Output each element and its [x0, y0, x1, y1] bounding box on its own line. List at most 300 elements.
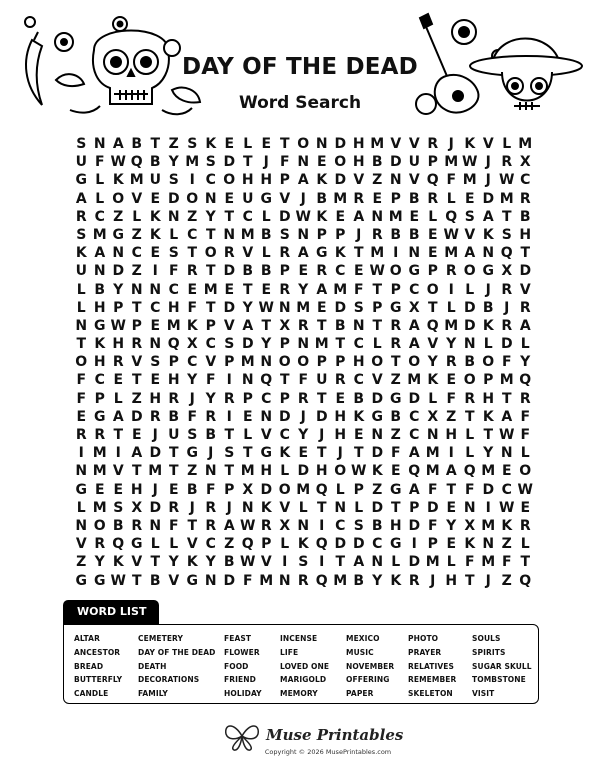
- grid-letter: R: [519, 517, 531, 534]
- grid-letter: E: [316, 299, 327, 316]
- grid-letter: H: [241, 172, 254, 189]
- grid-letter: N: [371, 554, 384, 571]
- grid-letter: G: [390, 390, 402, 407]
- grid-letter: Y: [94, 554, 105, 571]
- grid-letter: J: [208, 445, 214, 462]
- grid-letter: N: [167, 208, 180, 225]
- grid-letter: C: [501, 481, 512, 498]
- grid-letter: S: [168, 172, 179, 189]
- grid-letter: T: [76, 336, 87, 353]
- grid-letter: G: [260, 190, 272, 207]
- grid-letter: B: [112, 517, 124, 534]
- grid-letter: Y: [205, 390, 216, 407]
- grid-letter: C: [205, 536, 216, 553]
- grid-letter: Q: [112, 536, 125, 553]
- grid-letter: F: [520, 408, 531, 425]
- grid-letter: G: [408, 263, 420, 280]
- grid-letter: Y: [520, 354, 531, 371]
- grid-letter: X: [519, 154, 531, 171]
- grid-letter: T: [316, 499, 327, 516]
- grid-letter: E: [224, 136, 235, 152]
- word-list-item: MARIGOLD: [280, 675, 327, 685]
- grid-letter: K: [464, 136, 476, 152]
- grid-letter: A: [131, 445, 143, 462]
- grid-letter: S: [464, 208, 475, 225]
- grid-letter: X: [464, 517, 476, 534]
- grid-letter: K: [353, 408, 365, 425]
- word-list-item: CEMETERY: [138, 634, 184, 643]
- grid-letter: T: [316, 390, 327, 407]
- grid-letter: A: [242, 317, 254, 334]
- grid-letter: J: [485, 154, 491, 171]
- grid-letter: Q: [519, 572, 532, 589]
- grid-letter: T: [205, 299, 216, 316]
- grid-letter: G: [316, 245, 328, 262]
- grid-letter: T: [372, 317, 383, 334]
- grid-letter: V: [186, 536, 198, 553]
- grid-letter: N: [93, 263, 106, 280]
- grid-letter: D: [334, 172, 347, 189]
- grid-letter: R: [131, 517, 143, 534]
- grid-letter: L: [261, 245, 271, 262]
- grid-letter: K: [94, 336, 106, 353]
- grid-letter: C: [168, 281, 179, 298]
- grid-letter: V: [279, 190, 291, 207]
- grid-letter: D: [112, 263, 125, 280]
- grid-letter: P: [279, 390, 290, 407]
- grid-letter: Z: [224, 536, 235, 553]
- grid-letter: U: [75, 263, 87, 280]
- grid-letter: M: [499, 372, 514, 389]
- grid-letter: E: [113, 372, 124, 389]
- grid-letter: S: [76, 136, 87, 152]
- grid-letter: Z: [501, 536, 512, 553]
- grid-letter: T: [520, 554, 531, 571]
- grid-letter: C: [94, 208, 105, 225]
- grid-letter: A: [112, 408, 124, 425]
- grid-letter: F: [298, 372, 309, 389]
- grid-letter: T: [520, 245, 531, 262]
- grid-letter: Q: [315, 536, 328, 553]
- grid-letter: C: [409, 408, 420, 425]
- grid-letter: F: [205, 481, 216, 498]
- word-list-item: FRIEND: [224, 675, 256, 685]
- grid-letter: M: [148, 463, 163, 480]
- grid-letter: Y: [298, 427, 309, 443]
- grid-letter: M: [92, 226, 107, 243]
- grid-letter: F: [168, 263, 179, 280]
- grid-letter: M: [92, 445, 107, 462]
- grid-letter: Q: [315, 481, 328, 498]
- grid-letter: O: [112, 190, 125, 207]
- grid-letter: M: [481, 463, 496, 480]
- grid-letter: O: [334, 463, 347, 480]
- grid-letter: A: [408, 481, 420, 498]
- grid-letter: Y: [242, 299, 253, 316]
- grid-letter: R: [186, 263, 198, 280]
- grid-letter: V: [353, 172, 365, 189]
- grid-letter: D: [408, 390, 421, 407]
- grid-letter: S: [298, 554, 309, 571]
- grid-letter: C: [372, 536, 383, 553]
- grid-letter: S: [76, 226, 87, 243]
- grid-letter: N: [297, 336, 310, 353]
- grid-letter: P: [390, 281, 401, 298]
- grid-letter: E: [150, 245, 161, 262]
- grid-letter: E: [501, 463, 512, 480]
- grid-letter: O: [223, 172, 236, 189]
- word-list-item: LIFE: [280, 647, 299, 657]
- grid-letter: K: [316, 208, 328, 225]
- grid-letter: C: [520, 172, 531, 189]
- grid-letter: D: [334, 299, 347, 316]
- grid-letter: G: [75, 481, 87, 498]
- grid-letter: R: [168, 390, 180, 407]
- grid-letter: M: [407, 372, 422, 389]
- grid-letter: R: [427, 190, 439, 207]
- grid-letter: D: [408, 554, 421, 571]
- grid-letter: C: [205, 336, 216, 353]
- grid-letter: G: [390, 481, 402, 498]
- grid-letter: J: [300, 190, 306, 207]
- grid-letter: V: [131, 554, 143, 571]
- grid-letter: J: [485, 572, 491, 589]
- grid-letter: J: [430, 572, 436, 589]
- grid-letter: L: [354, 499, 364, 516]
- grid-letter: M: [444, 154, 459, 171]
- grid-letter: T: [150, 554, 161, 571]
- grid-letter: Y: [187, 372, 198, 389]
- grid-letter: B: [94, 281, 106, 298]
- grid-letter: F: [353, 281, 364, 298]
- grid-letter: Z: [187, 463, 198, 480]
- grid-letter: P: [94, 390, 105, 407]
- grid-letter: A: [408, 317, 420, 334]
- grid-letter: D: [167, 190, 180, 207]
- grid-letter: B: [408, 190, 420, 207]
- grid-letter: V: [519, 281, 531, 298]
- grid-letter: Y: [261, 336, 272, 353]
- grid-letter: B: [371, 154, 383, 171]
- grid-letter: R: [408, 572, 420, 589]
- grid-letter: T: [205, 226, 216, 243]
- grid-letter: Q: [241, 536, 254, 553]
- word-list-item: SOULS: [472, 634, 501, 643]
- grid-letter: F: [501, 554, 512, 571]
- grid-letter: W: [295, 208, 311, 225]
- grid-letter: K: [75, 245, 87, 262]
- grid-letter: M: [481, 517, 496, 534]
- grid-letter: A: [353, 554, 365, 571]
- grid-letter: K: [334, 245, 346, 262]
- grid-letter: K: [427, 372, 439, 389]
- grid-letter: A: [297, 172, 309, 189]
- grid-letter: K: [186, 554, 198, 571]
- grid-letter: K: [297, 536, 309, 553]
- grid-letter: F: [187, 299, 198, 316]
- grid-letter: E: [353, 427, 364, 443]
- word-list-column: [346, 632, 394, 701]
- grid-letter: T: [464, 408, 475, 425]
- grid-letter: B: [168, 408, 180, 425]
- grid-letter: I: [226, 372, 232, 389]
- grid-letter: T: [131, 463, 142, 480]
- grid-letter: R: [75, 427, 87, 443]
- grid-letter: V: [205, 354, 217, 371]
- grid-letter: L: [132, 208, 142, 225]
- grid-letter: L: [95, 190, 105, 207]
- grid-letter: E: [372, 190, 383, 207]
- grid-letter: O: [482, 354, 495, 371]
- grid-letter: O: [519, 463, 532, 480]
- grid-letter: M: [92, 499, 107, 516]
- grid-letter: Q: [315, 572, 328, 589]
- grid-letter: Y: [372, 572, 383, 589]
- grid-letter: P: [372, 299, 383, 316]
- grid-letter: T: [131, 299, 142, 316]
- grid-letter: U: [149, 172, 161, 189]
- grid-letter: T: [353, 445, 364, 462]
- grid-letter: N: [315, 136, 328, 152]
- grid-letter: C: [335, 263, 346, 280]
- grid-letter: L: [113, 390, 123, 407]
- grid-letter: G: [186, 572, 198, 589]
- grid-letter: E: [390, 463, 401, 480]
- grid-letter: T: [279, 372, 290, 389]
- grid-letter: G: [75, 572, 87, 589]
- grid-letter: Z: [76, 554, 87, 571]
- grid-letter: O: [371, 354, 384, 371]
- grid-letter: V: [464, 226, 476, 243]
- grid-letter: Z: [131, 390, 142, 407]
- grid-letter: Z: [501, 572, 512, 589]
- grid-letter: J: [337, 445, 343, 462]
- grid-letter: F: [187, 408, 198, 425]
- grid-letter: L: [169, 226, 179, 243]
- grid-letter: R: [519, 190, 531, 207]
- grid-letter: H: [352, 154, 365, 171]
- grid-letter: R: [519, 390, 531, 407]
- grid-letter: M: [333, 281, 348, 298]
- grid-letter: D: [315, 408, 328, 425]
- sombrero-skull-icon: [470, 39, 582, 111]
- grid-letter: F: [427, 481, 438, 498]
- grid-letter: M: [333, 190, 348, 207]
- grid-letter: H: [260, 172, 273, 189]
- grid-letter: F: [390, 445, 401, 462]
- grid-letter: G: [112, 226, 124, 243]
- grid-letter: E: [94, 481, 105, 498]
- grid-letter: B: [334, 317, 346, 334]
- grid-letter: I: [226, 408, 232, 425]
- grid-letter: Q: [426, 172, 439, 189]
- grid-letter: B: [131, 136, 143, 152]
- grid-letter: B: [260, 226, 272, 243]
- word-list-column: [472, 632, 532, 701]
- grid-letter: V: [408, 136, 420, 152]
- grid-letter: O: [93, 517, 106, 534]
- grid-letter: T: [372, 281, 383, 298]
- grid-letter: D: [334, 136, 347, 152]
- grid-letter: M: [518, 136, 533, 152]
- grid-letter: M: [462, 172, 477, 189]
- grid-letter: H: [482, 390, 495, 407]
- grid-letter: F: [520, 427, 531, 443]
- grid-letter: P: [279, 336, 290, 353]
- grid-letter: E: [446, 536, 457, 553]
- grid-letter: C: [353, 372, 364, 389]
- grid-letter: D: [278, 208, 291, 225]
- grid-letter: M: [499, 190, 514, 207]
- grid-letter: Y: [446, 336, 457, 353]
- grid-letter: N: [112, 245, 125, 262]
- grid-letter: G: [390, 536, 402, 553]
- grid-letter: E: [446, 372, 457, 389]
- grid-letter: X: [408, 299, 420, 316]
- grid-letter: R: [149, 408, 161, 425]
- grid-letter: T: [427, 299, 438, 316]
- grid-letter: H: [93, 299, 106, 316]
- grid-letter: N: [426, 427, 439, 443]
- grid-letter: C: [261, 390, 272, 407]
- grid-letter: M: [370, 245, 385, 262]
- grid-letter: E: [427, 226, 438, 243]
- grid-letter: R: [316, 263, 328, 280]
- grid-letter: L: [243, 136, 253, 152]
- grid-letter: U: [75, 154, 87, 171]
- grid-letter: D: [223, 572, 236, 589]
- grid-letter: D: [223, 263, 236, 280]
- grid-letter: T: [390, 499, 401, 516]
- grid-letter: L: [446, 190, 456, 207]
- grid-letter: K: [482, 226, 494, 243]
- grid-letter: O: [204, 245, 217, 262]
- grid-letter: B: [149, 154, 161, 171]
- word-list-item: NOVEMBER: [346, 661, 395, 671]
- grid-letter: X: [279, 517, 291, 534]
- grid-letter: H: [352, 354, 365, 371]
- grid-letter: M: [481, 554, 496, 571]
- grid-letter: C: [279, 427, 290, 443]
- grid-letter: D: [149, 499, 162, 516]
- grid-letter: W: [110, 572, 126, 589]
- grid-letter: C: [409, 281, 420, 298]
- grid-letter: D: [389, 154, 402, 171]
- grid-letter: D: [334, 536, 347, 553]
- grid-letter: L: [520, 336, 530, 353]
- grid-letter: A: [297, 245, 309, 262]
- grid-letter: N: [297, 154, 310, 171]
- grid-letter: A: [408, 445, 420, 462]
- grid-letter: K: [186, 317, 198, 334]
- page-title: DAY OF THE DEAD: [182, 54, 418, 80]
- grid-letter: P: [335, 354, 346, 371]
- grid-letter: N: [75, 517, 88, 534]
- grid-letter: Y: [446, 517, 457, 534]
- grid-letter: T: [168, 463, 179, 480]
- grid-letter: I: [393, 245, 399, 262]
- grid-letter: N: [93, 136, 106, 152]
- grid-letter: W: [499, 427, 515, 443]
- grid-letter: V: [223, 317, 235, 334]
- grid-letter: W: [499, 172, 515, 189]
- grid-letter: T: [150, 136, 161, 152]
- grid-letter: W: [240, 554, 256, 571]
- grid-letter: L: [520, 536, 530, 553]
- grid-letter: L: [465, 445, 475, 462]
- grid-letter: M: [259, 572, 274, 589]
- grid-letter: R: [445, 354, 457, 371]
- grid-letter: S: [113, 499, 124, 516]
- grid-letter: R: [464, 390, 476, 407]
- grid-letter: L: [243, 427, 253, 443]
- letter-grid: [72, 135, 535, 590]
- grid-letter: Q: [500, 245, 513, 262]
- grid-letter: E: [427, 245, 438, 262]
- word-list-item: OFFERING: [346, 675, 390, 685]
- grid-letter: R: [279, 245, 291, 262]
- grid-letter: K: [390, 572, 402, 589]
- grid-letter: L: [502, 136, 512, 152]
- grid-letter: B: [205, 427, 217, 443]
- grid-letter: L: [428, 390, 438, 407]
- grid-letter: N: [463, 336, 476, 353]
- grid-letter: B: [260, 263, 272, 280]
- grid-letter: T: [353, 245, 364, 262]
- grid-letter: C: [131, 245, 142, 262]
- grid-letter: S: [205, 154, 216, 171]
- grid-letter: I: [189, 172, 195, 189]
- grid-letter: N: [149, 281, 162, 298]
- grid-letter: M: [240, 463, 255, 480]
- grid-letter: K: [482, 317, 494, 334]
- word-list-item: SPIRITS: [472, 647, 506, 657]
- grid-letter: E: [298, 445, 309, 462]
- word-list-item: FOOD: [224, 661, 249, 671]
- grid-letter: R: [427, 136, 439, 152]
- grid-letter: I: [115, 445, 121, 462]
- grid-letter: N: [278, 572, 291, 589]
- grid-letter: S: [224, 336, 235, 353]
- grid-letter: N: [260, 354, 273, 371]
- grid-letter: E: [76, 408, 87, 425]
- grid-letter: Z: [168, 136, 179, 152]
- grid-letter: Q: [167, 336, 180, 353]
- grid-letter: L: [483, 336, 493, 353]
- grid-letter: Z: [187, 208, 198, 225]
- grid-letter: O: [186, 190, 199, 207]
- grid-letter: T: [242, 281, 253, 298]
- grid-letter: Y: [168, 154, 179, 171]
- grid-letter: R: [94, 536, 106, 553]
- grid-letter: A: [519, 317, 531, 334]
- grid-letter: J: [300, 408, 306, 425]
- grid-letter: G: [482, 263, 494, 280]
- grid-letter: C: [205, 172, 216, 189]
- grid-letter: J: [189, 499, 195, 516]
- grid-letter: E: [150, 190, 161, 207]
- grid-letter: T: [483, 427, 494, 443]
- grid-letter: E: [224, 281, 235, 298]
- grid-letter: O: [278, 481, 291, 498]
- grid-letter: W: [351, 463, 367, 480]
- grid-letter: C: [187, 354, 198, 371]
- grid-letter: K: [149, 226, 161, 243]
- grid-letter: F: [168, 517, 179, 534]
- grid-letter: J: [263, 154, 269, 171]
- grid-letter: N: [204, 463, 217, 480]
- grid-letter: Z: [390, 372, 401, 389]
